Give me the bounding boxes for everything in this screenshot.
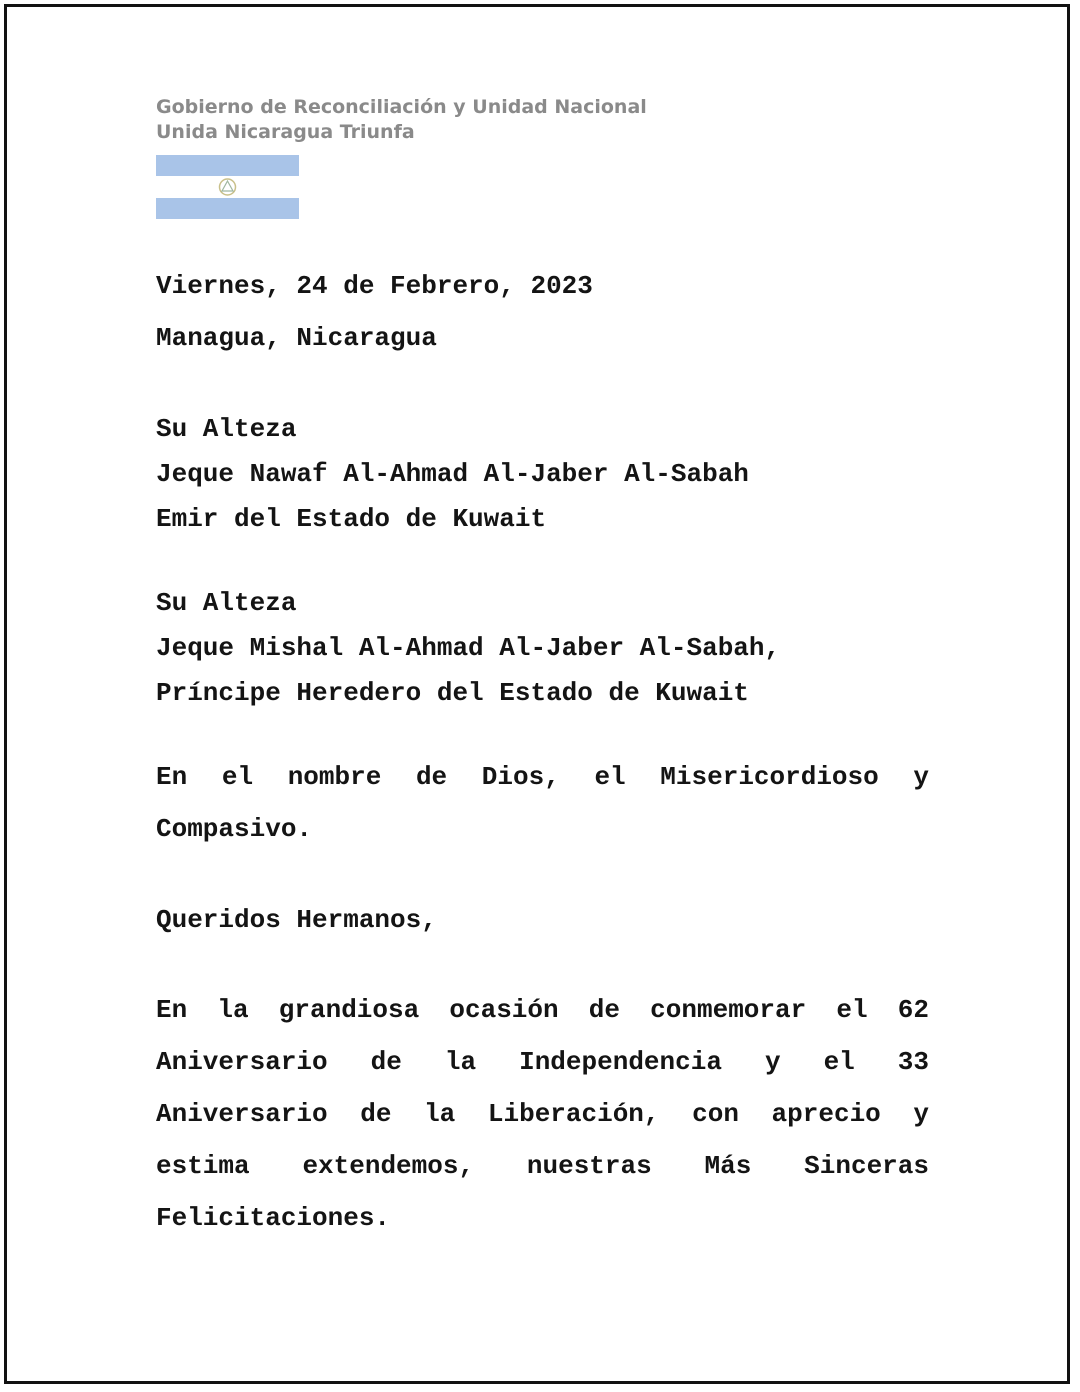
recipient2-name: Jeque Mishal Al-Ahmad Al-Jaber Al-Sabah,: [156, 633, 781, 663]
letter-place: Managua, Nicaragua: [156, 323, 437, 353]
recipient1-title: Su Alteza: [156, 414, 297, 444]
recipient2-role: Príncipe Heredero del Estado de Kuwait: [156, 678, 749, 708]
nicaragua-flag-icon: [156, 155, 299, 219]
body-line: Aniversario de la Liberación, con aprecio y: [156, 1099, 929, 1129]
letterhead: [156, 95, 647, 145]
flag-top-stripe: [156, 155, 299, 176]
invocation-line: En el nombre de Dios, el Misericordioso y: [156, 762, 929, 792]
recipient1-role: Emir del Estado de Kuwait: [156, 504, 547, 534]
letter-date: Viernes, 24 de Febrero, 2023: [156, 271, 593, 301]
invocation-line: Compasivo.: [156, 814, 313, 844]
body-line: Felicitaciones.: [156, 1203, 391, 1233]
government-name: Gobierno de Reconciliación y Unidad Nacional: [156, 96, 647, 118]
body-line: En la grandiosa ocasión de conmemorar el 62: [156, 995, 929, 1025]
body-line: estima extendemos, nuestras Más Sinceras: [156, 1151, 929, 1181]
recipient1-name: Jeque Nawaf Al-Ahmad Al-Jaber Al-Sabah: [156, 459, 749, 489]
salutation: Queridos Hermanos,: [156, 905, 437, 935]
government-slogan: Unida Nicaragua Triunfa: [156, 121, 415, 143]
recipient2-title: Su Alteza: [156, 588, 297, 618]
body-line: Aniversario de la Independencia y el 33: [156, 1047, 929, 1077]
flag-bottom-stripe: [156, 198, 299, 219]
letter-page: [4, 4, 1070, 1384]
